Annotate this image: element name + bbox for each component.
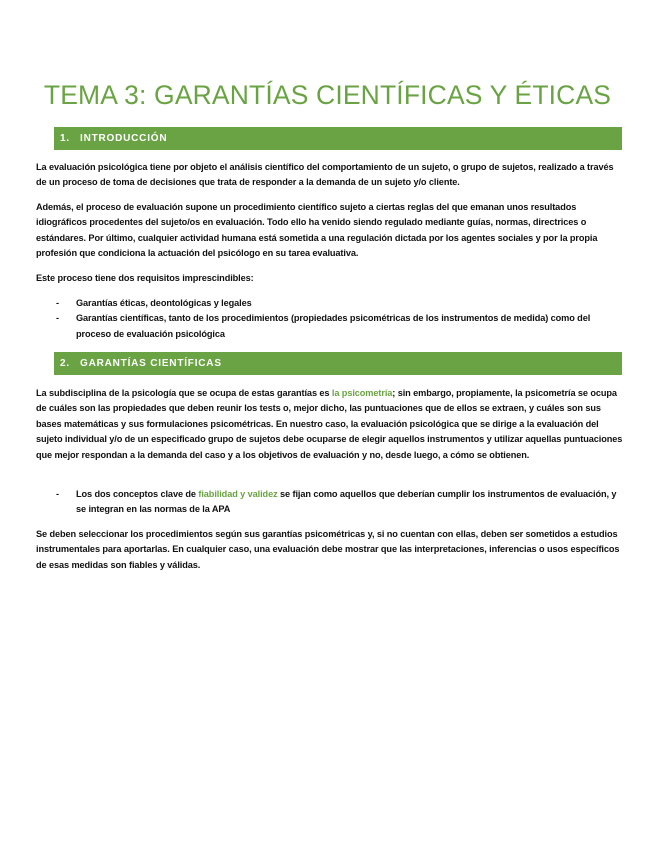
list-item-text: Los dos conceptos clave de [76, 489, 199, 499]
key-concepts-list [56, 487, 626, 518]
intro-paragraph-1: La evaluación psicológica tiene por objeto el análisis científico del comportamiento de un sujeto, o grupo de sujetos, realizado a través de un proceso de toma de decisiones que trata de responder a la demanda de un sujeto y/o cliente. [36, 162, 614, 188]
list-item [56, 311, 626, 342]
section-number: 2. [60, 358, 70, 369]
paragraph-text: ; sin embargo, propiamente, la psicometría se ocupa de cuáles son las propiedades que deben reunir los tests o, mejor dicho, las puntuaciones que de ellos se extraen, y cuáles son sus bases matemáticas y sus formulaciones psicométricas. En nuestro caso, la evaluación psicológica que se dirige a la evaluación del sujeto individual y/o de un especificado grupo de sujetos debe ocuparse de elegir aquellos instrumentos y utilizar aquellas puntuaciones que mejor respondan a la demanda del caso y a los objetivos de evaluación y no, desde luego, a cómo se obtienen. [36, 388, 623, 460]
scientific-paragraph-1 [36, 386, 626, 463]
list-marker: - [56, 298, 59, 308]
intro-paragraph-3: Este proceso tiene dos requisitos imprescindibles: [36, 273, 254, 283]
list-item-text: se fijan como aquellos que deberían cumplir los instrumentos de evaluación, y se integran en las normas de la APA [76, 489, 617, 515]
document-title: TEMA 3: GARANTÍAS CIENTÍFICAS Y ÉTICAS [43, 80, 612, 110]
section-header-garantias-cientificas [54, 352, 622, 375]
section-heading: INTRODUCCIÓN [80, 133, 168, 144]
list-marker: - [56, 489, 59, 499]
highlight-psicometria: la psicometría [331, 388, 393, 398]
list-marker: - [56, 313, 59, 324]
list-item [56, 296, 626, 311]
list-item [56, 487, 626, 518]
requirements-list [56, 296, 626, 342]
section-number: 1. [60, 133, 70, 144]
section-heading: GARANTÍAS CIENTÍFICAS [80, 358, 222, 369]
scientific-paragraph-2: Se deben seleccionar los procedimientos según sus garantías psicométricas y, si no cuentan con ellas, deben ser sometidos a estudios instrumentales para aportarlas. En cualquier caso, una evaluación debe mostrar que las interpretaciones, inferencias o usos específicos de esas medidas son fiables y válidas. [36, 529, 620, 570]
intro-paragraph-2: Además, el proceso de evaluación supone un procedimiento científico sujeto a ciertas reglas del que emanan unos resultados idiográficos procedentes del sujeto/os en evaluación. Todo ello ha venido siendo regulado mediante guías, normas, directrices o estándares. Por último, cualquier actividad humana está sometida a una regulación dictada por los agentes sociales y por la propia profesión que condiciona la actuación del psicólogo en su tarea evaluativa. [36, 202, 598, 259]
list-item-text: Garantías científicas, tanto de los procedimientos (propiedades psicométricas de los instrumentos de medida) como del proceso de evaluación psicológica [76, 313, 591, 339]
section-header-introduccion [54, 127, 622, 150]
list-item-text: Garantías éticas, deontológicas y legales [76, 298, 252, 308]
highlight-fiabilidad-validez: fiabilidad y validez [198, 489, 278, 499]
paragraph-text: La subdisciplina de la psicología que se ocupa de estas garantías es [36, 388, 332, 398]
